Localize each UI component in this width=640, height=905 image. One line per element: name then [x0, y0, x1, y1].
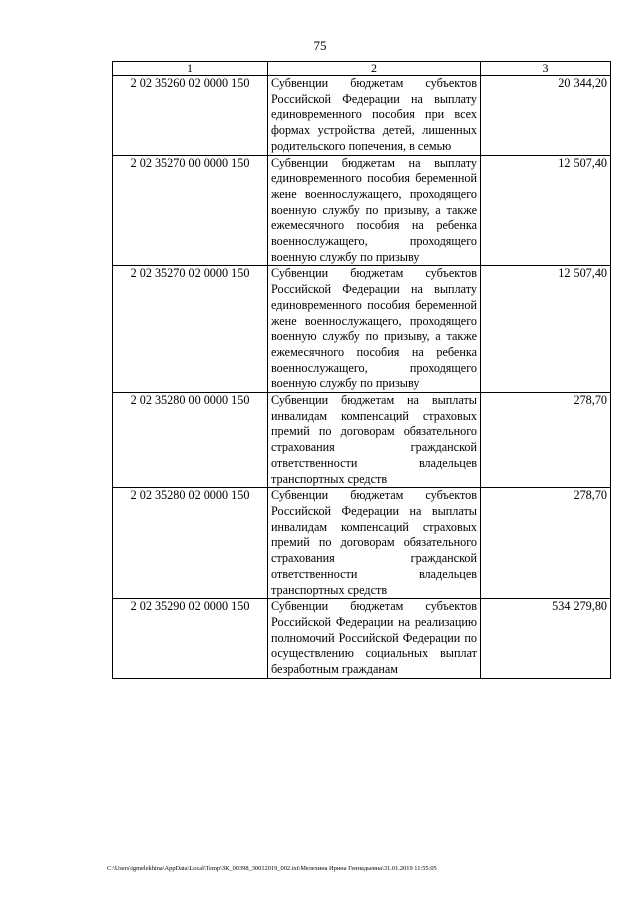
budget-table — [112, 61, 611, 679]
budget-amount: 278,70 — [481, 488, 611, 599]
table-row — [113, 393, 611, 488]
budget-code: 2 02 35280 02 0000 150 — [113, 488, 268, 599]
budget-code: 2 02 35270 00 0000 150 — [113, 155, 268, 266]
table-row — [113, 488, 611, 599]
table-row — [113, 266, 611, 393]
budget-item-name: Субвенции бюджетам на выплаты инвалидам компенсаций страховых премий по договорам обязательного страхования гражданской ответственности владельцев транспортных средств — [268, 393, 481, 488]
budget-item-name: Субвенции бюджетам субъектов Российской Федерации на реализацию полномочий Российской Федерации по осуществлению социальных выплат безработным гражданам — [268, 599, 481, 679]
budget-amount: 20 344,20 — [481, 76, 611, 156]
budget-code: 2 02 35270 02 0000 150 — [113, 266, 268, 393]
budget-code: 2 02 35290 02 0000 150 — [113, 599, 268, 679]
table-row — [113, 155, 611, 266]
budget-item-name: Субвенции бюджетам на выплату единовременного пособия беременной жене военнослужащего, проходящего военную службу по призыву, а также ежемесячного пособия на ребенка военнослужащего, проходящего военную службу по призыву — [268, 155, 481, 266]
column-header-code: 1 — [113, 62, 268, 76]
table-row — [113, 76, 611, 156]
budget-item-name: Субвенции бюджетам субъектов Российской Федерации на выплаты инвалидам компенсаций страховых премий по договорам обязательного страхования гражданской ответственности владельцев транспортных средств — [268, 488, 481, 599]
table-row — [113, 599, 611, 679]
budget-item-name: Субвенции бюджетам субъектов Российской Федерации на выплату единовременного пособия беременной жене военнослужащего, проходящего военную службу по призыву, а также ежемесячного пособия на ребенка военнослужащего, проходящего военную службу по призыву — [268, 266, 481, 393]
budget-code: 2 02 35280 00 0000 150 — [113, 393, 268, 488]
header-row — [113, 62, 611, 76]
page-number: 75 — [313, 38, 327, 53]
budget-amount: 534 279,80 — [481, 599, 611, 679]
budget-amount: 278,70 — [481, 393, 611, 488]
column-header-amount: 3 — [481, 62, 611, 76]
budget-code: 2 02 35260 02 0000 150 — [113, 76, 268, 156]
file-path-footer: C:\Users\igmelekhina\AppData\Local\Temp\ЗК_00398_30012019_002.txt\Мелехина Ирина Геннадьевна\31.01.2019 11:55:05 — [107, 865, 437, 872]
budget-item-name: Субвенции бюджетам субъектов Российской Федерации на выплату единовременного пособия при всех формах устройства детей, лишенных родительского попечения, в семью — [268, 76, 481, 156]
budget-amount: 12 507,40 — [481, 266, 611, 393]
budget-amount: 12 507,40 — [481, 155, 611, 266]
column-header-name: 2 — [268, 62, 481, 76]
